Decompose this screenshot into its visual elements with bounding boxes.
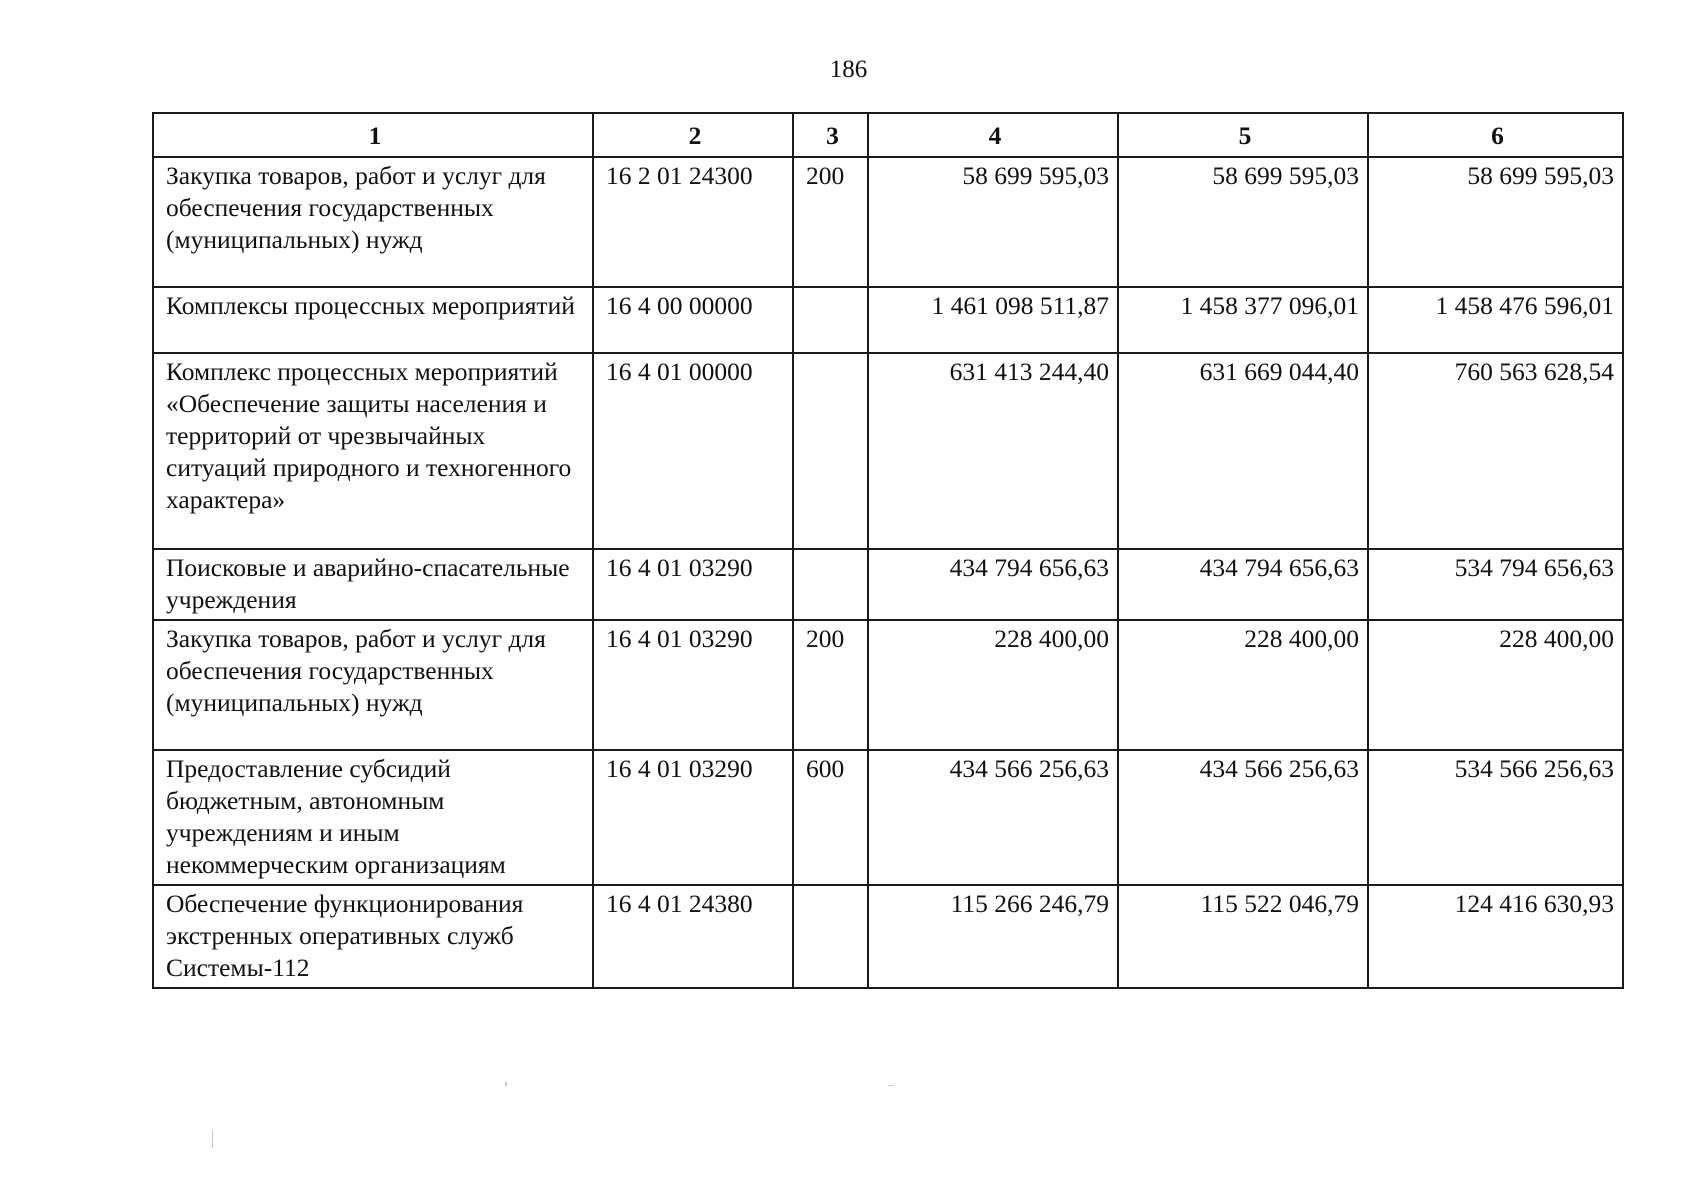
row-value-6: 760 563 628,54 (1368, 353, 1623, 549)
table-row (153, 287, 1623, 353)
column-header: 1 (153, 113, 593, 157)
row-value-6: 534 794 656,63 (1368, 549, 1623, 620)
row-code: 16 4 01 03290 (593, 549, 793, 620)
row-value-6: 124 416 630,93 (1368, 885, 1623, 988)
scan-speck (505, 1082, 507, 1086)
row-name: Закупка товаров, работ и услуг для обеспечения государственных (муниципальных) нужд (153, 157, 593, 287)
row-value-4: 631 413 244,40 (868, 353, 1118, 549)
table-row (153, 549, 1623, 620)
table-row (153, 353, 1623, 549)
table-row (153, 157, 1623, 287)
row-value-4: 434 794 656,63 (868, 549, 1118, 620)
row-name: Закупка товаров, работ и услуг для обеспечения государственных (муниципальных) нужд (153, 620, 593, 750)
row-name: Комплекс процессных мероприятий «Обеспечение защиты населения и территорий от чрезвычайных ситуаций природного и техногенного характера» (153, 353, 593, 549)
row-expense-type: 200 (793, 620, 868, 750)
row-value-5: 434 566 256,63 (1118, 750, 1368, 885)
row-expense-type (793, 353, 868, 549)
row-name: Поисковые и аварийно-спасательные учреждения (153, 549, 593, 620)
table-row (153, 620, 1623, 750)
column-header: 6 (1368, 113, 1623, 157)
table-header-row (153, 113, 1623, 157)
row-code: 16 4 00 00000 (593, 287, 793, 353)
column-header: 5 (1118, 113, 1368, 157)
row-value-5: 631 669 044,40 (1118, 353, 1368, 549)
row-value-6: 228 400,00 (1368, 620, 1623, 750)
row-name: Комплексы процессных мероприятий (153, 287, 593, 353)
row-expense-type (793, 287, 868, 353)
row-expense-type: 600 (793, 750, 868, 885)
row-value-4: 1 461 098 511,87 (868, 287, 1118, 353)
row-value-4: 228 400,00 (868, 620, 1118, 750)
table-row (153, 750, 1623, 885)
row-value-6: 534 566 256,63 (1368, 750, 1623, 885)
row-value-5: 228 400,00 (1118, 620, 1368, 750)
row-value-5: 58 699 595,03 (1118, 157, 1368, 287)
column-header: 3 (793, 113, 868, 157)
row-value-6: 1 458 476 596,01 (1368, 287, 1623, 353)
scan-speck (212, 1130, 213, 1148)
row-code: 16 4 01 24380 (593, 885, 793, 988)
row-value-5: 434 794 656,63 (1118, 549, 1368, 620)
row-expense-type (793, 549, 868, 620)
scan-speck (888, 1085, 894, 1086)
row-value-4: 58 699 595,03 (868, 157, 1118, 287)
row-value-5: 1 458 377 096,01 (1118, 287, 1368, 353)
column-header: 4 (868, 113, 1118, 157)
row-expense-type (793, 885, 868, 988)
row-value-5: 115 522 046,79 (1118, 885, 1368, 988)
table-row (153, 885, 1623, 988)
row-name: Предоставление субсидий бюджетным, автономным учреждениям и иным некоммерческим организациям (153, 750, 593, 885)
budget-table (152, 112, 1624, 989)
column-header: 2 (593, 113, 793, 157)
row-value-6: 58 699 595,03 (1368, 157, 1623, 287)
row-code: 16 4 01 03290 (593, 750, 793, 885)
row-value-4: 434 566 256,63 (868, 750, 1118, 885)
row-expense-type: 200 (793, 157, 868, 287)
row-code: 16 4 01 03290 (593, 620, 793, 750)
row-name: Обеспечение функционирования экстренных оперативных служб Системы-112 (153, 885, 593, 988)
row-value-4: 115 266 246,79 (868, 885, 1118, 988)
row-code: 16 2 01 24300 (593, 157, 793, 287)
row-code: 16 4 01 00000 (593, 353, 793, 549)
page-number: 186 (829, 56, 868, 83)
